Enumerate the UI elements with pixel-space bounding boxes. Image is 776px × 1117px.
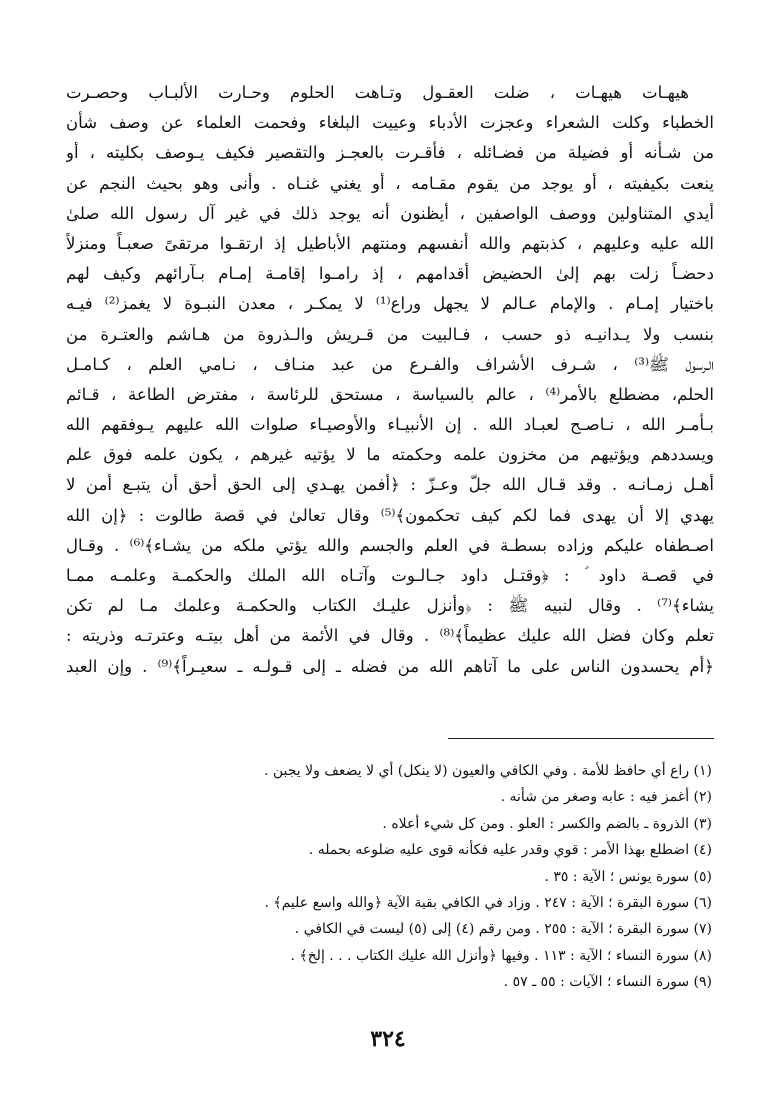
text-line: الـرسول ﷺ⁽³⁾ ، شـرف الأشراف والفـرع من عبد منـاف ، نـامي العلم ، كـامـل bbox=[66, 354, 714, 374]
text-line: ﴿أم يحسدون الناس على ما آتاهم الله من فضله ـ إلى قـولـه ـ سعيـراً﴾⁽⁹⁾ . وإن العبد bbox=[66, 656, 714, 676]
text-line: أيدي المتناولين ووصف الواصفين ، أيظنون أنه يوجد ذلك في غير آل رسول الله صلىٰ bbox=[66, 203, 714, 223]
text-line: دحضـاً زلت بهم إلىٰ الحضيض أقدامهم ، إذ رامـوا إقامـة إمـام بـآرائهم وكيف لهم bbox=[66, 264, 714, 284]
footnote: (٥) سورة يونس ؛ الآية : ٣٥ . bbox=[544, 868, 712, 885]
text-line: تعلم وكان فضل الله عليك عظيماً﴾⁽⁸⁾ . وقال في الأئمة من أهل بيتـه وعترتـه وذريته : bbox=[66, 626, 714, 646]
text-line: بـأمـر الله ، نـاصـح لعبـاد الله . إن الأنبيـاء والأوصيـاء صلوات الله عليهم يـوفقهم الله bbox=[66, 415, 714, 435]
footnotes bbox=[140, 758, 712, 996]
text-line: باختيار إمـام . والإمام عـالم لا يجهل وراع⁽¹⁾ لا يمكـر ، معدن النبـوة لا يغمز⁽²⁾ فيـه bbox=[66, 294, 714, 314]
footnote: (٤) اضطلع بهذا الأمر : قوي وقدر عليه فكأنه قوى عليه ضلوعه بحمله . bbox=[308, 842, 712, 859]
text-line: الخطباء وكلت الشعراء وعجزت الأدباء وعييت البلغاء وفحمت العلماء عن وصف شأن bbox=[66, 113, 714, 133]
footnote: (٧) سورة البقرة ؛ الآية : ٢٥٥ . ومن رقم (٤) إلى (٥) ليست في الكافي . bbox=[294, 921, 712, 938]
footnote: (٦) سورة البقرة ؛ الآية : ٢٤٧ . وزاد في الكافي بقية الآية ﴿والله واسع عليم﴾ . bbox=[264, 894, 712, 911]
footnote: (٨) سورة النساء ؛ الآية : ١١٣ . وفيها ﴿وأنزل الله عليك الكتاب . . . إلخ﴾ . bbox=[290, 947, 712, 964]
text-line: أهـل زمـانـه . وقد قـال الله جلّ وعـزّ : ﴿أفمن يهـدي إلى الحق أحق أن يتبـع أمن لا bbox=[66, 475, 714, 495]
text-line: الله عليه وعليهم ، كذبتهم والله أنفسهم ومنتهم الأباطيل إذ ارتقـوا مرتقىً صعبـاً ومنزلاً bbox=[66, 233, 714, 253]
page-number: ٣٢٤ bbox=[370, 1026, 406, 1052]
text-line: من شـأنه أو فضيلة من فضـائله ، فأقـرت بالعجـز والتقصير فكيف يـوصف بكليته ، أو bbox=[66, 143, 714, 163]
main-text bbox=[66, 78, 714, 682]
text-line: يشاء﴾⁽⁷⁾ . وقال لنبيه ﷺ : ﴿وأنزل عليـك الكتاب والحكمـة وعلمك مـا لم تكن bbox=[66, 596, 714, 616]
footnote: (٣) الذروة ـ بالضم والكسر : العلو . ومن كل شيء أعلاه . bbox=[382, 815, 712, 832]
text-line: اصـطفاه عليكم وزاده بسطـة في العلم والجسم والله يؤتي ملكه من يشـاء﴾⁽⁶⁾ . وقـال bbox=[66, 535, 714, 555]
text-line: ينعت بكيفيته ، أو يوجد من يقوم مقـامه ، أو يغني غنـاه . وأنى وهو بحيث النجم عن bbox=[66, 173, 714, 193]
text-line: يهدي إلا أن يهدى فما لكم كيف تحكمون﴾⁽⁵⁾ وقال تعالىٰ في قصة طالوت : ﴿إن الله bbox=[66, 505, 714, 525]
text-line: الحلم، مضطلع بالأمر⁽⁴⁾ ، عالم بالسياسة ، مستحق للرئاسة ، مفترض الطاعة ، قـائم bbox=[66, 384, 714, 404]
footnote: (١) راع أي حافظ للأمة . وفي الكافي والعيون (لا ينكل) أي لا يضعف ولا يجبن . bbox=[263, 763, 712, 779]
footnote: (٢) أغمز فيه : عابه وصغر من شأنه . bbox=[500, 789, 712, 806]
text-line: هيهـات هيهـات ، ضلت العقـول وتـاهت الحلوم وحـارت الألبـاب وحصـرت bbox=[66, 83, 689, 102]
footnote-separator bbox=[448, 738, 714, 739]
text-line: ويسددهم ويؤتيهم من مخزون علمه وحكمته ما لا يؤتيه غيرهم ، يكون علمه فوق علم bbox=[66, 445, 714, 465]
text-line: في قصـة داود ؑ : ﴿وقتـل داود جـالـوت وآتـاه الله الملك والحكمـة وعلمـه ممـا bbox=[66, 566, 714, 585]
text-line: بنسب ولا يـدانيـه ذو حسب ، فـالبيت من قـريش والـذروة من هـاشم والعتـرة من bbox=[66, 324, 714, 344]
footnote: (٩) سورة النساء ؛ الآيات : ٥٥ ـ ٥٧ . bbox=[503, 974, 712, 991]
